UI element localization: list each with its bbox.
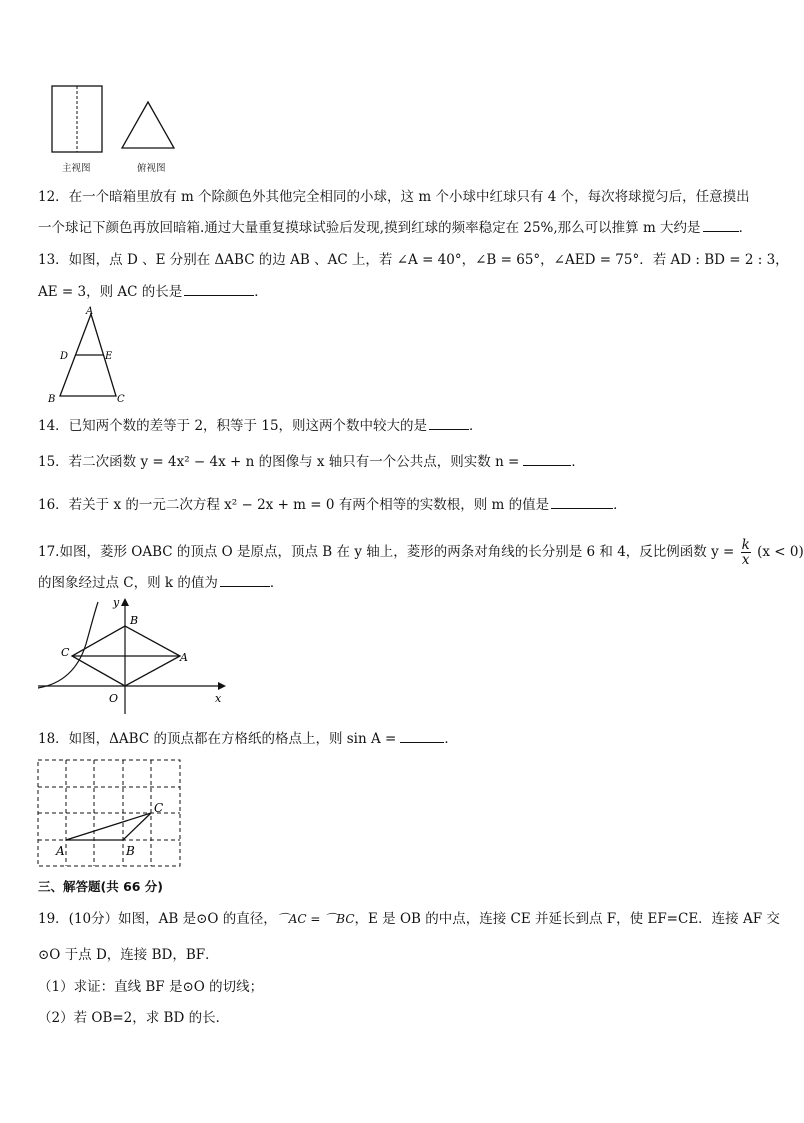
- label-b: B: [48, 394, 56, 405]
- question-17-line-1: [38, 538, 804, 567]
- domain-condition: (x < 0): [757, 544, 804, 560]
- question-18-line: 18．如图，ΔABC 的顶点都在方格纸的格点上，则 sin A = ．: [38, 728, 458, 748]
- question-16-text: 16．若关于 x 的一元二次方程 x² − 2x + m = 0 有两个相等的实数根，则 m 的值是: [38, 497, 550, 513]
- question-17-line-2: 的图象经过点 C，则 k 的值为 ．: [38, 572, 283, 592]
- question-12-line-2: 一个球记下颜色再放回暗箱.通过大量重复摸球试验后发现,摸到红球的频率稳定在 25%,那么可以推算 m 大约是 ．: [38, 217, 752, 237]
- grid-triangle-figure: [36, 758, 186, 872]
- label-b: B: [126, 844, 135, 858]
- question-13-answer-blank[interactable]: [184, 281, 254, 296]
- question-12-line-1: 12．在一个暗箱里放有 m 个除颜色外其他完全相同的小球，这 m 个小球中红球只有 4 个，每次将球搅匀后，任意摸出: [38, 189, 750, 205]
- label-a: A: [56, 844, 65, 858]
- question-12-text: 一个球记下颜色再放回暗箱.通过大量重复摸球试验后发现,摸到红球的频率稳定在 25%,那么可以推算 m 大约是: [38, 220, 701, 236]
- question-18-text: 18．如图，ΔABC 的顶点都在方格纸的格点上，则 sin A =: [38, 731, 397, 747]
- label-o: O: [109, 692, 119, 705]
- question-16-line: 16．若关于 x 的一元二次方程 x² − 2x + m = 0 有两个相等的实数根，则 m 的值是 ．: [38, 494, 627, 514]
- question-14-answer-blank[interactable]: [429, 415, 469, 430]
- triangle-ade-figure: [36, 304, 136, 404]
- label-x: x: [215, 692, 222, 705]
- question-17-text-2: 的图象经过点 C，则 k 的值为: [38, 575, 218, 591]
- label-a: A: [180, 651, 188, 664]
- question-13-line-2: AE = 3，则 AC 的长是 ．: [38, 281, 268, 301]
- triangle-abc: [66, 813, 151, 840]
- label-d: D: [60, 351, 69, 362]
- top-view-triangle: [122, 102, 174, 148]
- section-3-title: 三、解答题(共 66 分): [38, 879, 164, 894]
- label-c: C: [61, 646, 70, 659]
- question-14-line: 14．已知两个数的差等于 2，积等于 15，则这两个数中较大的是 ．: [38, 415, 483, 435]
- label-y: y: [113, 596, 120, 609]
- fraction-numerator: k: [741, 537, 750, 553]
- label-c: C: [154, 801, 164, 815]
- label-c: C: [117, 394, 125, 405]
- question-19-suffix: ，E 是 OB 的中点，连接 CE 并延长到点 F，使 EF=CE．连接 AF 交: [354, 911, 780, 927]
- rhombus-figure: [34, 594, 244, 720]
- fraction-denominator: x: [741, 552, 750, 568]
- question-13-line-1: 13．如图，点 D 、E 分别在 ΔABC 的边 AB 、AC 上，若 ∠A = 40°，∠B = 65°，∠AED = 75°．若 AD : BD = 2 : 3，: [38, 252, 789, 268]
- question-16-answer-blank[interactable]: [551, 494, 613, 509]
- question-17-answer-blank[interactable]: [220, 572, 270, 587]
- question-18-answer-blank[interactable]: [400, 728, 444, 743]
- y-axis-arrow: [121, 598, 129, 606]
- question-13-text: AE = 3，则 AC 的长是: [38, 284, 183, 300]
- label-a: A: [86, 306, 94, 317]
- question-15-text: 15．若二次函数 y = 4x² − 4x + n 的图像与 x 轴只有一个公共点，则实数 n =: [38, 454, 520, 470]
- question-19-line-2: ⊙O 于点 D，连接 BD，BF．: [38, 947, 219, 963]
- fraction-k-over-x: [741, 538, 751, 567]
- question-19-prefix: 19．(10分）如图，AB 是⊙O 的直径，: [38, 911, 277, 927]
- question-15-answer-blank[interactable]: [523, 451, 571, 466]
- question-15-line: 15．若二次函数 y = 4x² − 4x + n 的图像与 x 轴只有一个公共点，则实数 n = ．: [38, 451, 585, 471]
- question-19-line-1: [38, 910, 780, 928]
- question-19-part-1: （1）求证：直线 BF 是⊙O 的切线；: [38, 979, 264, 995]
- front-view-caption: 主视图: [62, 163, 91, 174]
- question-12-answer-blank[interactable]: [703, 217, 739, 232]
- label-b: B: [130, 614, 139, 627]
- label-e: E: [105, 351, 113, 362]
- question-19-part-2: （2）若 OB=2，求 BD 的长．: [38, 1010, 230, 1026]
- question-14-text: 14．已知两个数的差等于 2，积等于 15，则这两个数中较大的是: [38, 418, 428, 434]
- arc-equality: ⌒AC = ⌒BC: [276, 912, 355, 926]
- hyperbola-curve: [38, 602, 98, 688]
- top-view-caption: 俯视图: [137, 163, 166, 174]
- x-axis-arrow: [218, 682, 226, 690]
- question-17-text: 17.如图，菱形 OABC 的顶点 O 是原点，顶点 B 在 y 轴上，菱形的两条对角线的长分别是 6 和 4，反比例函数 y =: [38, 544, 735, 560]
- three-view-figure: [48, 84, 188, 158]
